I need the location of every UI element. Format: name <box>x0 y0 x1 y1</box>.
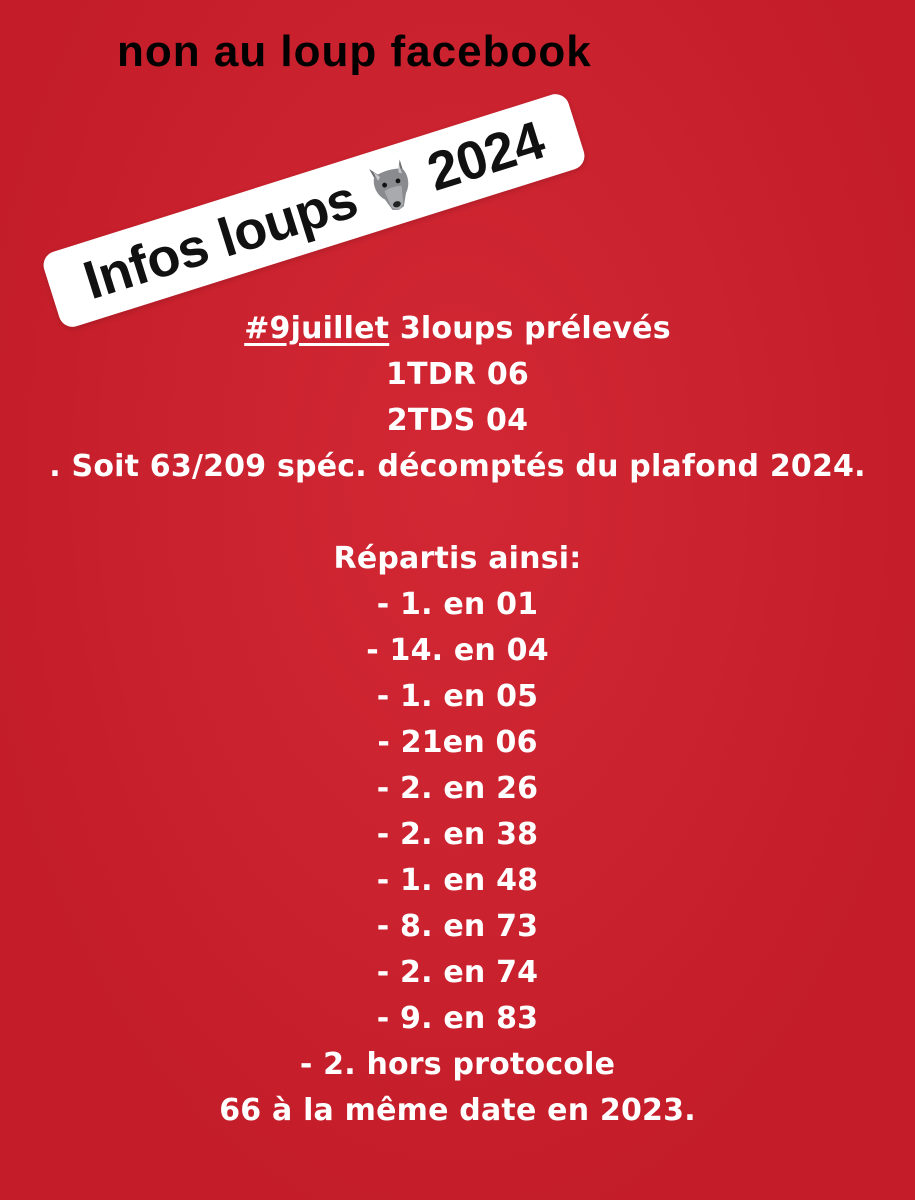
breakdown-item: - 2. en 26 <box>376 771 539 806</box>
blank-line <box>0 490 915 536</box>
post-body <box>0 306 915 1134</box>
breakdown-item: - 9. en 83 <box>376 1001 539 1036</box>
breakdown-item: - 14. en 04 <box>366 633 549 668</box>
breakdown-item: - 2. en 74 <box>376 955 539 990</box>
breakdown-title: Répartis ainsi: <box>333 541 582 576</box>
wolf-icon <box>360 153 424 220</box>
breakdown-item: - 2. en 38 <box>376 817 539 852</box>
headline-text: 3loups prélevés <box>389 311 671 346</box>
breakdown-item: - 2. hors protocole <box>299 1047 616 1082</box>
hashtag-link[interactable]: #9juillet <box>244 311 390 346</box>
overlay-caption: non au loup facebook <box>117 27 592 76</box>
breakdown-item: - 1. en 05 <box>376 679 539 714</box>
sticker-title: Infos loups <box>76 168 365 312</box>
breakdown-item: - 1. en 01 <box>376 587 539 622</box>
breakdown-item: - 8. en 73 <box>376 909 539 944</box>
footer-note: 66 à la même date en 2023. <box>219 1093 696 1128</box>
line-total: . Soit 63/209 spéc. décomptés du plafond 2024. <box>49 449 866 484</box>
line-tds: 2TDS 04 <box>386 403 529 438</box>
breakdown-item: - 1. en 48 <box>376 863 539 898</box>
headline <box>0 306 915 352</box>
breakdown-item: - 21en 06 <box>377 725 538 760</box>
sticker-year: 2024 <box>420 109 552 203</box>
line-tdr: 1TDR 06 <box>386 357 529 392</box>
